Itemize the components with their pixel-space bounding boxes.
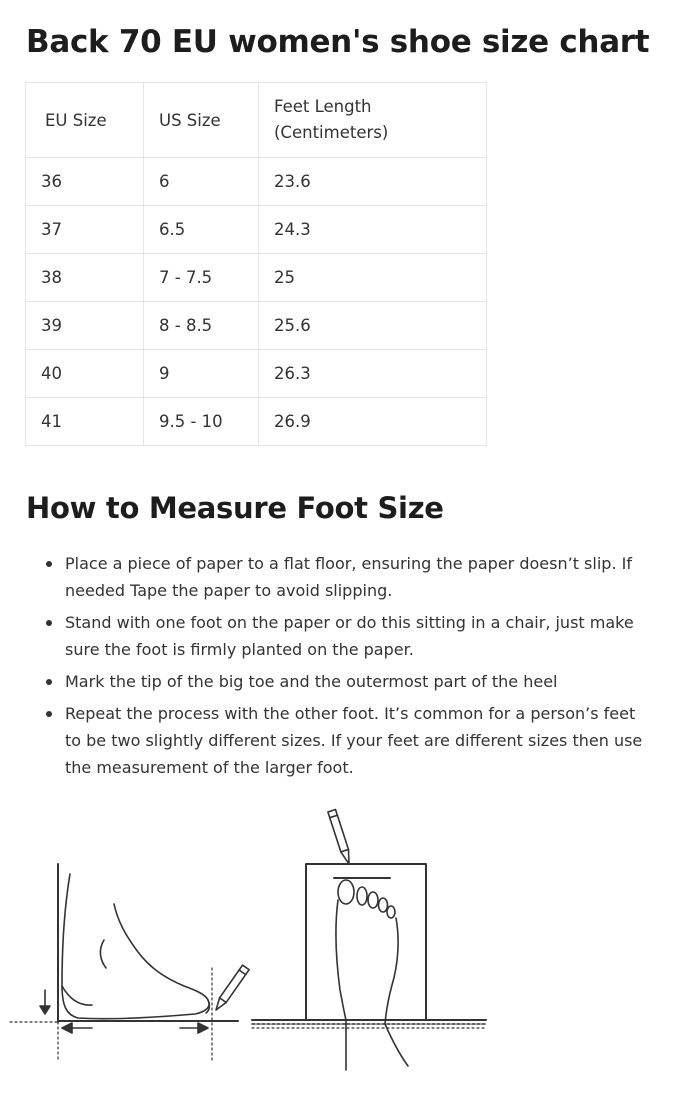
feet-length-cell: 23.6: [259, 158, 487, 206]
step-text: Repeat the process with the other foot. It’s common for a person’s feet to be two slightly different sizes. If your feet are different sizes then use the measurement of the larger foot.: [65, 704, 643, 777]
step-text: Stand with one foot on the paper or do this sitting in a chair, just make sure the foot is firmly planted on the paper.: [65, 613, 634, 659]
bullet-icon: [46, 711, 52, 717]
feet-length-cell: 26.3: [259, 350, 487, 398]
table-row: [26, 398, 487, 446]
step-text: Mark the tip of the big toe and the outermost part of the heel: [65, 672, 558, 691]
table-row: [26, 302, 487, 350]
eu-size-cell: 40: [26, 350, 144, 398]
side-view-foot-icon: [10, 864, 249, 1062]
table-row: [26, 254, 487, 302]
us-size-cell: 8 - 8.5: [144, 302, 259, 350]
list-item: [44, 550, 644, 604]
top-view-foot-icon: [252, 810, 486, 1070]
feet-length-cell: 24.3: [259, 206, 487, 254]
measure-heading: How to Measure Foot Size: [26, 491, 444, 525]
feet-length-cell: 26.9: [259, 398, 487, 446]
list-item: [44, 668, 644, 695]
feet-length-cell: 25.6: [259, 302, 487, 350]
table-header-row: [26, 83, 487, 158]
eu-size-cell: 36: [26, 158, 144, 206]
feet-length-cell: 25: [259, 254, 487, 302]
header-feet-length: [259, 83, 487, 158]
us-size-cell: 6: [144, 158, 259, 206]
us-size-cell: 9.5 - 10: [144, 398, 259, 446]
table-row: [26, 158, 487, 206]
step-text: Place a piece of paper to a flat floor, ensuring the paper doesn’t slip. If needed Tape the paper to avoid slipping.: [65, 554, 632, 600]
header-eu-size: EU Size: [26, 83, 144, 158]
header-feet-length-line1: Feet Length: [274, 97, 372, 116]
header-us-size: US Size: [144, 83, 259, 158]
eu-size-cell: 41: [26, 398, 144, 446]
table-row: [26, 206, 487, 254]
measure-steps-list: [44, 550, 644, 786]
list-item: [44, 609, 644, 663]
eu-size-cell: 39: [26, 302, 144, 350]
bullet-icon: [46, 679, 52, 685]
header-feet-length-line2: (Centimeters): [274, 123, 389, 142]
table-row: [26, 350, 487, 398]
size-chart-table: [25, 82, 487, 446]
bullet-icon: [46, 620, 52, 626]
eu-size-cell: 37: [26, 206, 144, 254]
us-size-cell: 6.5: [144, 206, 259, 254]
foot-measurement-illustration: [0, 800, 684, 1080]
size-chart-title: Back 70 EU women's shoe size chart: [26, 24, 650, 60]
us-size-cell: 7 - 7.5: [144, 254, 259, 302]
eu-size-cell: 38: [26, 254, 144, 302]
bullet-icon: [46, 561, 52, 567]
list-item: [44, 700, 644, 781]
us-size-cell: 9: [144, 350, 259, 398]
